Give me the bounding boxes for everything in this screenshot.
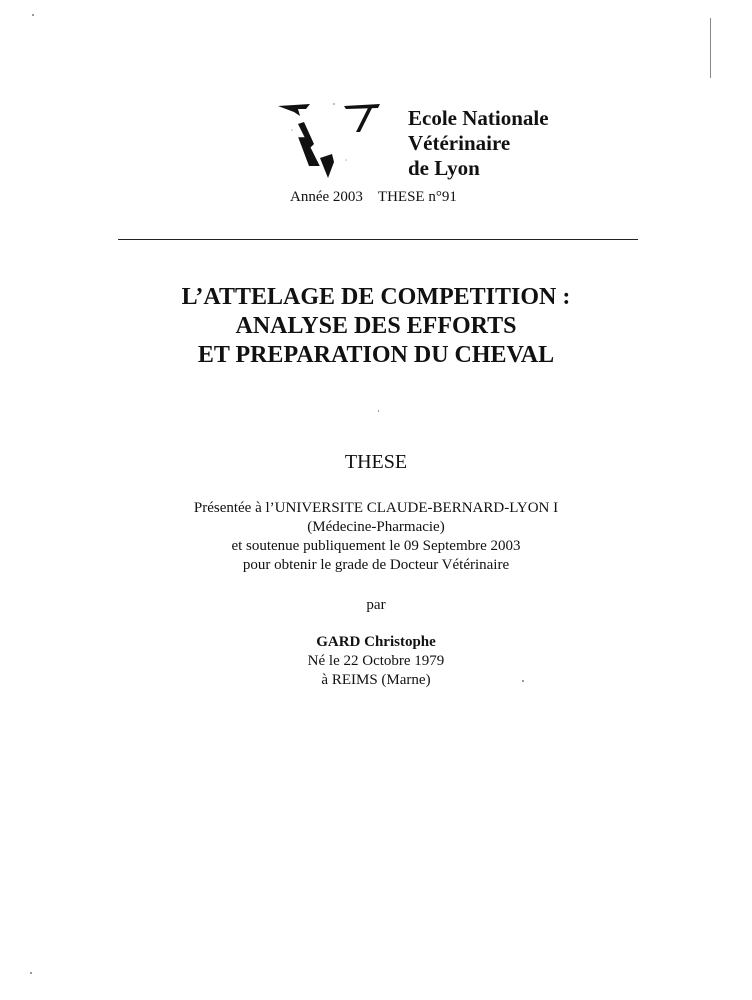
school-name-line: Vétérinaire — [408, 131, 511, 155]
presentation-line: et soutenue publiquement le 09 Septembre 2003 — [231, 538, 521, 554]
school-name-line: Ecole Nationale — [408, 106, 549, 130]
presentation-line: (Médecine-Pharmacie) — [307, 519, 445, 535]
title-line: ET PREPARATION DU CHEVAL — [197, 342, 555, 368]
par-label: par — [366, 597, 386, 613]
document-type-heading: THESE — [344, 451, 408, 473]
scan-speck — [30, 972, 32, 974]
year-label: Année 2003 — [290, 189, 363, 205]
horizontal-divider — [118, 239, 638, 240]
presentation-line: Présentée à l’UNIVERSITE CLAUDE-BERNARD-LYON I — [193, 500, 559, 516]
author-name: GARD Christophe — [316, 634, 436, 650]
author-block — [0, 633, 752, 690]
author-birth-date: Né le 22 Octobre 1979 — [307, 653, 445, 669]
presentation-block — [0, 499, 752, 575]
scan-speck — [522, 680, 524, 682]
author-birth-place: à REIMS (Marne) — [321, 672, 431, 688]
school-name — [408, 106, 549, 181]
scan-speck — [378, 410, 379, 412]
presentation-line: pour obtenir le grade de Docteur Vétérinaire — [242, 557, 510, 573]
school-name-line: de Lyon — [408, 156, 480, 180]
scan-speck — [32, 14, 34, 16]
thesis-title — [0, 283, 752, 370]
thesis-number: THESE n°91 — [377, 189, 457, 205]
title-line: ANALYSE DES EFFORTS — [235, 313, 517, 339]
title-line: L’ATTELAGE DE COMPETITION : — [181, 284, 571, 310]
thesis-meta — [290, 189, 457, 206]
scan-edge-line — [710, 18, 711, 78]
school-logo-icon — [276, 100, 386, 180]
